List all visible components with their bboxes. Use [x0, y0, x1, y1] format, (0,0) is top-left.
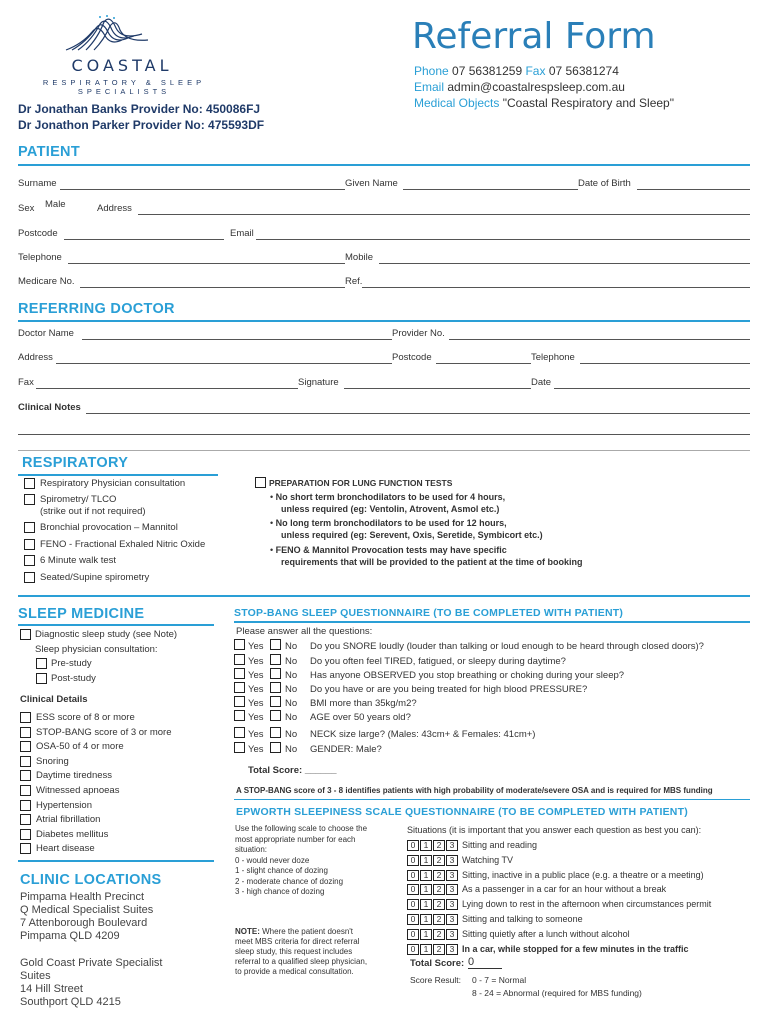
doctor-telephone-field[interactable]: [580, 363, 750, 364]
coastal-logo-icon: [62, 14, 152, 54]
stopbang-total[interactable]: Total Score: ______: [248, 765, 337, 776]
no-label: No: [285, 729, 298, 740]
stopbang-no-checkbox[interactable]: [270, 654, 281, 665]
epworth-scale-selector[interactable]: [407, 870, 459, 881]
epworth-total-label: Total Score:: [410, 958, 465, 969]
clinical-detail-label: OSA-50 of 4 or more: [36, 741, 124, 753]
address-label: Address: [97, 203, 132, 214]
clinical-detail-checkbox[interactable]: [20, 800, 31, 811]
provider-no-label: Provider No.: [392, 328, 445, 339]
diagnostic-label: Diagnostic sleep study (see Note): [35, 629, 178, 640]
spirometry-note: (strike out if not required): [40, 506, 146, 517]
respiratory-item: FENO - Fractional Exhaled Nitric Oxide: [40, 539, 206, 550]
medical-objects-value: "Coastal Respiratory and Sleep": [502, 96, 674, 110]
section-patient: PATIENT: [18, 144, 80, 160]
scale-option[interactable]: 2: [433, 929, 445, 940]
provider-line-1: Dr Jonathan Banks Provider No: 450086FJ: [18, 102, 261, 116]
doctor-name-field[interactable]: [82, 339, 392, 340]
no-label: No: [285, 744, 298, 755]
prep-title: PREPARATION FOR LUNG FUNCTION TESTS: [269, 478, 453, 488]
phone-label: Phone: [414, 64, 449, 78]
epworth-use-line: Use the following scale to choose the: [235, 824, 368, 833]
sex-value[interactable]: Male: [45, 199, 66, 210]
divider: [18, 450, 750, 451]
phone-value: 07 56381259: [452, 64, 523, 78]
epworth-situation: Sitting and reading: [462, 840, 538, 850]
scale-option[interactable]: 3: [446, 855, 458, 866]
prep-1a: No short term bronchodilators to be used for 4 hours,: [275, 492, 506, 502]
no-label: No: [285, 641, 298, 652]
yes-label: Yes: [248, 712, 264, 723]
scale-option[interactable]: 2: [433, 840, 445, 851]
no-label: No: [285, 656, 298, 667]
provider-line-2: Dr Jonathon Parker Provider No: 475593DF: [18, 118, 265, 132]
bronchial-provocation-checkbox[interactable]: [24, 522, 35, 533]
section-respiratory: RESPIRATORY: [22, 455, 129, 471]
yes-label: Yes: [248, 656, 264, 667]
stopbang-question: GENDER: Male?: [310, 744, 382, 755]
scale-option[interactable]: 1: [420, 944, 432, 955]
scale-option[interactable]: 2: [433, 899, 445, 910]
score-result-normal: 0 - 7 = Normal: [472, 975, 527, 985]
clinic-2-line: 14 Hill Street: [20, 983, 83, 995]
feno-checkbox[interactable]: [24, 539, 35, 550]
surname-field[interactable]: [60, 189, 345, 190]
divider: [18, 860, 214, 862]
mobile-field[interactable]: [379, 263, 750, 264]
medicare-label: Medicare No.: [18, 276, 75, 287]
clinic-1-line: Pimpama Health Precinct: [20, 891, 145, 903]
surname-label: Surname: [18, 178, 57, 189]
clinic-1-line: Q Medical Specialist Suites: [20, 904, 154, 916]
scale-option[interactable]: 0: [407, 884, 419, 895]
scale-option[interactable]: 1: [420, 870, 432, 881]
scale-option[interactable]: 3: [446, 870, 458, 881]
situations-intro: Situations (it is important that you answer each question as best you can):: [407, 825, 702, 835]
stopbang-no-checkbox[interactable]: [270, 727, 281, 738]
scale-option[interactable]: 0: [407, 929, 419, 940]
divider: [18, 595, 750, 597]
contact-phone-fax: [414, 64, 619, 78]
given-name-label: Given Name: [345, 178, 398, 189]
note-line: to provide a medical consultation.: [235, 967, 354, 976]
stopbang-question: Do you SNORE loudly (louder than talking or loud enough to be heard through closed doors)?: [310, 641, 704, 652]
provider-no-field[interactable]: [449, 339, 750, 340]
epworth-scale-selector[interactable]: [407, 840, 459, 851]
prep-bullet-2: • No long term bronchodilators to be used for 12 hours,: [270, 518, 507, 528]
no-label: No: [285, 698, 298, 709]
prep-bullet-1: • No short term bronchodilators to be used for 4 hours,: [270, 492, 506, 502]
divider: [234, 799, 750, 800]
email-field[interactable]: [256, 239, 750, 240]
signature-field[interactable]: [344, 388, 531, 389]
stopbang-no-checkbox[interactable]: [270, 682, 281, 693]
scale-option[interactable]: 2: [433, 944, 445, 955]
pre-study-label: Pre-study: [51, 658, 92, 669]
respiratory-item: Spirometry/ TLCO: [40, 494, 117, 505]
scale-option[interactable]: 1: [420, 840, 432, 851]
scale-option[interactable]: 3: [446, 944, 458, 955]
no-label: No: [285, 712, 298, 723]
clinical-detail-label: Daytime tiredness: [36, 770, 113, 782]
stopbang-no-checkbox[interactable]: [270, 742, 281, 753]
section-clinic-locations: CLINIC LOCATIONS: [20, 872, 162, 888]
email-label: Email: [414, 80, 445, 94]
yes-label: Yes: [248, 698, 264, 709]
epworth-scale-selector[interactable]: [407, 929, 459, 940]
stopbang-intro: Please answer all the questions:: [236, 626, 373, 637]
epworth-scale-selector[interactable]: [407, 899, 459, 910]
epworth-situation: Watching TV: [462, 854, 514, 865]
postcode-label: Postcode: [18, 228, 58, 239]
yes-label: Yes: [248, 670, 264, 681]
divider: [234, 621, 750, 623]
doctor-name-label: Doctor Name: [18, 328, 74, 339]
date-field[interactable]: [554, 388, 750, 389]
clinical-detail-checkbox[interactable]: [20, 843, 31, 854]
epworth-total-value[interactable]: 0: [468, 956, 502, 969]
contact-email: [414, 80, 625, 94]
contact-medical-objects: [414, 96, 674, 110]
prep-1b: unless required (eg: Ventolin, Atrovent, Asmol etc.): [281, 504, 500, 514]
diagnostic-sleep-study-checkbox[interactable]: [20, 629, 31, 640]
note-line: Where the patient doesn't: [259, 927, 354, 936]
respiratory-item: Bronchial provocation – Mannitol: [40, 522, 178, 533]
address-field[interactable]: [138, 214, 750, 215]
clinical-notes-label: Clinical Notes: [18, 402, 81, 413]
scale-option[interactable]: 0: [407, 870, 419, 881]
score-result-label: Score Result:: [410, 975, 462, 985]
epworth-scale-2: 2 - moderate chance of dozing: [235, 876, 344, 886]
given-name-field[interactable]: [403, 189, 578, 190]
scale-option[interactable]: 3: [446, 899, 458, 910]
epworth-instructions: [235, 824, 367, 898]
doctor-fax-field[interactable]: [36, 388, 298, 389]
medicare-field[interactable]: [80, 287, 345, 288]
clinic-2-line: Gold Coast Private Specialist: [20, 957, 163, 969]
clinical-detail-checkbox[interactable]: [20, 741, 31, 752]
scale-option[interactable]: 1: [420, 899, 432, 910]
dob-field[interactable]: [637, 189, 750, 190]
logo-subtitle: [14, 78, 234, 96]
stopbang-yes-checkbox[interactable]: [234, 742, 245, 753]
divider: [18, 474, 218, 476]
note-label: NOTE:: [235, 927, 260, 936]
clinical-detail-label: Witnessed apnoeas: [36, 785, 120, 796]
respiratory-item: Respiratory Physician consultation: [40, 478, 186, 489]
clinical-detail-checkbox[interactable]: [20, 770, 31, 781]
doctor-fax-label: Fax: [18, 377, 34, 388]
stopbang-question: Has anyone OBSERVED you stop breathing or choking during your sleep?: [310, 670, 625, 681]
scale-option[interactable]: 1: [420, 884, 432, 895]
clinical-notes-field-2[interactable]: [18, 434, 750, 435]
yes-label: Yes: [248, 684, 264, 695]
clinic-2-line: Suites: [20, 970, 51, 982]
doctor-postcode-field[interactable]: [436, 363, 531, 364]
epworth-scale-selector[interactable]: [407, 855, 459, 866]
stopbang-question: Do you have or are you being treated for high blood PRESSURE?: [310, 684, 588, 695]
seated-supine-checkbox[interactable]: [24, 572, 35, 583]
pre-study-checkbox[interactable]: [36, 658, 47, 669]
medical-objects-label: Medical Objects: [414, 96, 500, 110]
ref-field[interactable]: [362, 287, 750, 288]
clinical-detail-checkbox[interactable]: [20, 756, 31, 767]
clinical-detail-checkbox[interactable]: [20, 785, 31, 796]
stopbang-yes-checkbox[interactable]: [234, 710, 245, 721]
fax-label: Fax: [525, 64, 546, 78]
respiratory-item: 6 Minute walk test: [40, 555, 117, 566]
clinical-detail-label: STOP-BANG score of 3 or more: [36, 726, 172, 738]
stopbang-yes-checkbox[interactable]: [234, 727, 245, 738]
stopbang-question: Do you often feel TIRED, fatigued, or sleepy during daytime?: [310, 656, 566, 667]
prep-3a: FENO & Mannitol Provocation tests may have specific: [275, 545, 507, 555]
stopbang-note: A STOP-BANG score of 3 - 8 identifies patients with high probability of moderate/severe OSA and is required for MBS funding: [236, 786, 713, 795]
clinic-2-line: Southport QLD 4215: [20, 996, 121, 1008]
email-value: admin@coastalrespsleep.com.au: [447, 80, 625, 94]
date-label: Date: [531, 377, 552, 388]
doctor-address-label: Address: [18, 352, 53, 363]
yes-label: Yes: [248, 641, 264, 652]
clinical-details-label: Clinical Details: [20, 694, 88, 705]
epworth-scale-selector[interactable]: [407, 944, 459, 955]
stopbang-no-checkbox[interactable]: [270, 710, 281, 721]
epworth-use-line: most appropriate number for each: [235, 834, 356, 844]
stopbang-question: NECK size large? (Males: 43cm+ & Females: 41cm+): [310, 729, 536, 740]
divider: [18, 164, 750, 166]
scale-option[interactable]: 0: [407, 914, 419, 925]
prep-3b: requirements that will be provided to the patient at the time of booking: [281, 557, 583, 567]
epworth-heading: EPWORTH SLEEPINESS SCALE QUESTIONNAIRE (TO BE COMPLETED WITH PATIENT): [236, 806, 688, 818]
scale-option[interactable]: 0: [407, 840, 419, 851]
scale-option[interactable]: 3: [446, 840, 458, 851]
spirometry-checkbox[interactable]: [24, 494, 35, 505]
stopbang-no-checkbox[interactable]: [270, 639, 281, 650]
clinic-2: [20, 957, 162, 1009]
divider: [18, 624, 214, 626]
telephone-field[interactable]: [68, 263, 345, 264]
epworth-situation: Sitting, inactive in a public place (e.g. a theatre or a meeting): [462, 869, 704, 880]
scale-option[interactable]: 2: [433, 884, 445, 895]
epworth-scale-selector[interactable]: [407, 914, 459, 925]
postcode-field[interactable]: [64, 239, 224, 240]
mobile-label: Mobile: [345, 252, 373, 263]
stopbang-heading: STOP-BANG SLEEP QUESTIONNAIRE (TO BE COMPLETED WITH PATIENT): [234, 607, 624, 619]
stopbang-no-checkbox[interactable]: [270, 696, 281, 707]
section-referring-doctor: REFERRING DOCTOR: [18, 301, 175, 317]
stopbang-question: AGE over 50 years old?: [310, 712, 411, 723]
clinic-1-line: Pimpama QLD 4209: [20, 930, 120, 942]
dob-label: Date of Birth: [578, 178, 631, 189]
clinical-detail-label: Snoring: [36, 755, 69, 767]
yes-label: Yes: [248, 744, 264, 755]
scale-option[interactable]: 1: [420, 929, 432, 940]
yes-label: Yes: [248, 729, 264, 740]
clinical-detail-checkbox[interactable]: [20, 829, 31, 840]
scale-option[interactable]: 3: [446, 929, 458, 940]
stopbang-yes-checkbox[interactable]: [234, 668, 245, 679]
ref-label: Ref.: [345, 276, 363, 287]
clinical-detail-checkbox[interactable]: [20, 814, 31, 825]
epworth-use-line: situation:: [235, 845, 268, 854]
stopbang-question: BMI more than 35kg/m2?: [310, 698, 417, 709]
telephone-label: Telephone: [18, 252, 62, 263]
clinic-1-line: 7 Attenborough Boulevard: [20, 917, 148, 929]
prep-2b: unless required (eg: Serevent, Oxis, Seretide, Symbicort etc.): [281, 530, 543, 540]
doctor-address-field[interactable]: [56, 363, 392, 364]
respiratory-item: Seated/Supine spirometry: [40, 572, 150, 583]
stopbang-yes-checkbox[interactable]: [234, 696, 245, 707]
divider: [18, 320, 750, 322]
scale-option[interactable]: 2: [433, 870, 445, 881]
doctor-telephone-label: Telephone: [531, 352, 575, 363]
epworth-situation: Lying down to rest in the afternoon when circumstances permit: [462, 899, 712, 910]
logo-sub-line2: SPECIALISTS: [77, 87, 171, 96]
epworth-scale-0: 0 - would never doze: [235, 855, 310, 865]
sex-label: Sex: [18, 203, 35, 214]
post-study-checkbox[interactable]: [36, 673, 47, 684]
note-line: sleep study, this request includes: [235, 947, 353, 956]
logo-name: COASTAL: [71, 56, 173, 75]
scale-option[interactable]: 3: [446, 884, 458, 895]
form-title: Referral Form: [412, 16, 656, 57]
epworth-situation: In a car, while stopped for a few minutes in the traffic: [462, 943, 689, 954]
no-label: No: [285, 684, 298, 695]
consult-label: Sleep physician consultation:: [35, 644, 158, 655]
epworth-note: [235, 927, 367, 977]
no-label: No: [285, 670, 298, 681]
walk-test-checkbox[interactable]: [24, 555, 35, 566]
epworth-situation: Sitting quietly after a lunch without alcohol: [462, 928, 630, 939]
clinical-detail-checkbox[interactable]: [20, 727, 31, 738]
clinical-detail-label: Hypertension: [36, 799, 92, 811]
clinic-1: [20, 891, 153, 943]
scale-option[interactable]: 2: [433, 855, 445, 866]
clinical-detail-label: ESS score of 8 or more: [36, 712, 135, 723]
signature-label: Signature: [298, 377, 339, 388]
stopbang-yes-checkbox[interactable]: [234, 654, 245, 665]
stopbang-no-checkbox[interactable]: [270, 668, 281, 679]
scale-option[interactable]: 2: [433, 914, 445, 925]
prep-lung-function-checkbox[interactable]: [255, 477, 266, 488]
prep-2a: No long term bronchodilators to be used for 12 hours,: [275, 518, 507, 528]
score-result-abnormal: 8 - 24 = Abnormal (required for MBS funding): [472, 988, 642, 998]
scale-option[interactable]: 1: [420, 914, 432, 925]
epworth-situation: As a passenger in a car for an hour without a break: [462, 884, 667, 895]
clinical-detail-label: Diabetes mellitus: [36, 828, 109, 840]
clinical-notes-field-1[interactable]: [86, 413, 750, 414]
post-study-label: Post-study: [51, 673, 96, 684]
logo-sub-line1: RESPIRATORY & SLEEP: [42, 78, 206, 87]
doctor-postcode-label: Postcode: [392, 352, 432, 363]
stopbang-yes-checkbox[interactable]: [234, 639, 245, 650]
prep-bullet-3: • FENO & Mannitol Provocation tests may have specific: [270, 545, 507, 555]
stopbang-yes-checkbox[interactable]: [234, 682, 245, 693]
note-line: meet MBS criteria for direct referral: [235, 937, 360, 946]
clinical-detail-label: Atrial fibrillation: [36, 814, 101, 826]
epworth-scale-selector[interactable]: [407, 884, 459, 895]
fax-value: 07 56381274: [548, 64, 619, 78]
scale-option[interactable]: 1: [420, 855, 432, 866]
section-sleep-medicine: SLEEP MEDICINE: [18, 606, 145, 622]
epworth-situation: Sitting and talking to someone: [462, 914, 583, 924]
email-label-patient: Email: [230, 228, 254, 239]
scale-option[interactable]: 3: [446, 914, 458, 925]
respiratory-consult-checkbox[interactable]: [24, 478, 35, 489]
clinical-detail-label: Heart disease: [36, 843, 95, 855]
scale-option[interactable]: 0: [407, 944, 419, 955]
clinical-detail-checkbox[interactable]: [20, 712, 31, 723]
note-line: referral to a qualified sleep physician,: [235, 957, 368, 966]
epworth-scale-3: 3 - high chance of dozing: [235, 887, 325, 896]
scale-option[interactable]: 0: [407, 899, 419, 910]
epworth-scale-1: 1 - slight chance of dozing: [235, 866, 328, 875]
scale-option[interactable]: 0: [407, 855, 419, 866]
